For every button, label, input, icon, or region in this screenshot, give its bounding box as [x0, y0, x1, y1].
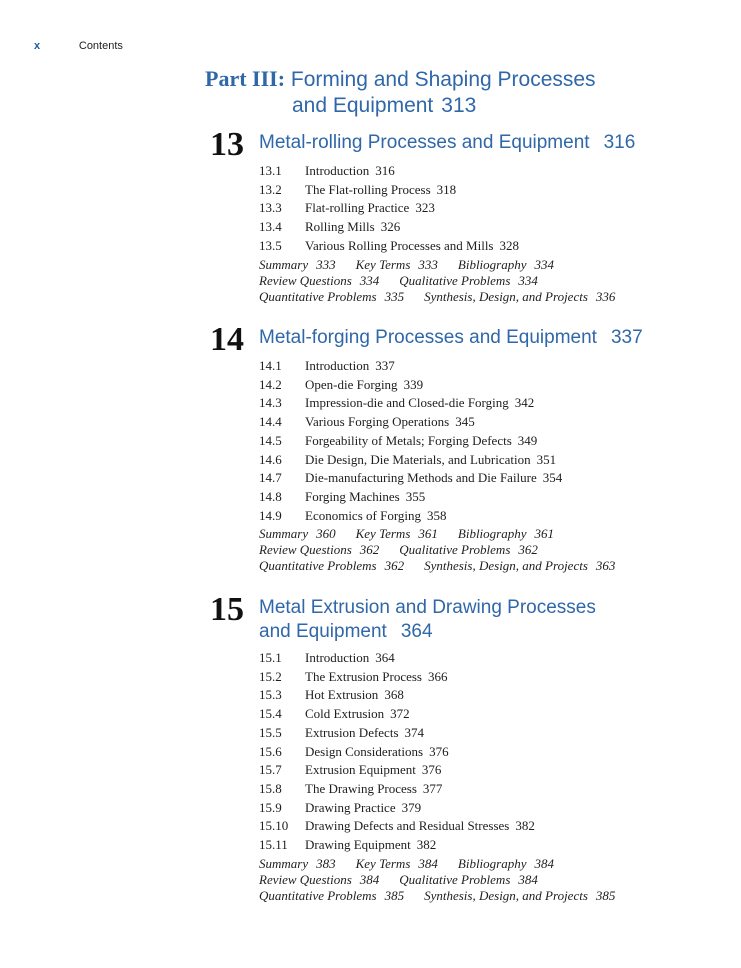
part-title-line2: and Equipment: [292, 94, 434, 117]
section-title: Forgeability of Metals; Forging Defects: [305, 432, 512, 448]
section-title: Introduction: [305, 358, 370, 373]
end-matter-line: [259, 888, 635, 904]
end-matter-item[interactable]: [259, 558, 404, 573]
end-matter-label: Key Terms: [355, 526, 411, 542]
section-title: Hot Extrusion: [305, 687, 379, 703]
section-page: 354: [542, 470, 563, 486]
end-matter-label: Synthesis, Design, and Projects: [424, 288, 588, 304]
end-matter-label: Summary: [259, 256, 309, 272]
end-matter-line: [259, 289, 635, 305]
section-number: 15.4: [259, 706, 282, 722]
part-label: Part III:: [205, 66, 286, 91]
end-matter-page: 384: [518, 871, 538, 887]
section-number: 14.3: [259, 395, 282, 411]
chapter-page: 364: [400, 621, 433, 642]
section-title: Design Considerations: [305, 743, 424, 759]
end-matter-page: 362: [359, 542, 380, 558]
chapter-number: 14: [210, 321, 244, 358]
section-title: Flat-rolling Practice: [305, 200, 410, 216]
chapter-page: 316: [603, 132, 636, 153]
chapter-end-matter: [259, 856, 635, 904]
end-matter-line: [259, 526, 635, 542]
section-page: 377: [422, 780, 443, 796]
section-page: 316: [375, 163, 395, 178]
section-entry[interactable]: [259, 218, 519, 237]
end-matter-item[interactable]: [424, 888, 615, 903]
section-list: [259, 649, 535, 855]
section-number: 15.1: [259, 650, 282, 665]
section-number: 14.6: [259, 451, 282, 467]
end-matter-item[interactable]: [424, 289, 615, 304]
end-matter-item[interactable]: [259, 872, 379, 887]
section-number: 14.9: [259, 507, 282, 523]
section-number: 14.2: [259, 376, 282, 392]
section-entry[interactable]: [259, 761, 535, 780]
end-matter-item[interactable]: [259, 888, 404, 903]
chapter-title-line1: Metal Extrusion and Drawing Processes: [259, 597, 596, 618]
section-title: Drawing Defects and Residual Stresses: [305, 818, 510, 834]
end-matter-item[interactable]: [259, 542, 379, 557]
section-page: 328: [499, 237, 519, 253]
section-page: 355: [405, 488, 426, 504]
end-matter-page: 361: [418, 526, 438, 542]
section-title: Various Forging Operations: [305, 414, 450, 430]
section-title: Drawing Practice: [305, 799, 396, 815]
section-page: 358: [427, 507, 447, 523]
section-entry[interactable]: [259, 162, 519, 181]
end-matter-page: 334: [534, 256, 554, 272]
end-matter-item[interactable]: [259, 526, 336, 541]
part-title: [205, 66, 596, 119]
chapter-title: [259, 596, 596, 644]
end-matter-item[interactable]: [356, 257, 438, 272]
end-matter-page: 335: [384, 288, 405, 304]
section-list: [259, 162, 519, 256]
end-matter-page: 360: [316, 526, 336, 542]
section-title: Forging Machines: [305, 488, 400, 504]
chapter-title-line1: Metal-forging Processes and Equipment: [259, 327, 597, 348]
end-matter-label: Key Terms: [355, 256, 411, 272]
end-matter-label: Review Questions: [259, 272, 352, 288]
end-matter-page: 333: [316, 256, 336, 272]
end-matter-label: Qualitative Problems: [399, 542, 511, 558]
section-page: 372: [390, 706, 410, 722]
end-matter-page: 362: [518, 542, 538, 558]
section-title: Die-manufacturing Methods and Die Failure: [305, 470, 537, 486]
end-matter-label: Quantitative Problems: [259, 887, 377, 903]
section-number: 15.8: [259, 780, 282, 796]
chapter-number: 13: [210, 126, 244, 163]
section-list: [259, 357, 562, 525]
section-page: 323: [415, 200, 435, 216]
end-matter-item[interactable]: [259, 856, 336, 871]
section-entry[interactable]: [259, 743, 535, 762]
section-entry[interactable]: [259, 488, 562, 507]
section-page: 382: [515, 818, 535, 834]
end-matter-page: 336: [595, 288, 616, 304]
section-entry[interactable]: [259, 432, 562, 451]
section-title: Economics of Forging: [305, 507, 422, 523]
section-page: 376: [421, 762, 442, 778]
end-matter-page: 333: [418, 256, 438, 272]
end-matter-label: Key Terms: [355, 855, 411, 871]
part-page: 313: [441, 94, 477, 117]
end-matter-item[interactable]: [356, 526, 438, 541]
end-matter-page: 361: [534, 526, 554, 542]
end-matter-label: Bibliography: [457, 526, 527, 542]
end-matter-item[interactable]: [399, 872, 538, 887]
section-title: The Flat-rolling Process: [305, 181, 431, 197]
section-page: 379: [401, 799, 422, 815]
end-matter-item[interactable]: [399, 542, 538, 557]
end-matter-item[interactable]: [399, 273, 538, 288]
end-matter-line: [259, 872, 635, 888]
chapter-title: [259, 326, 643, 350]
section-entry[interactable]: [259, 836, 535, 855]
section-title: Open-die Forging: [305, 376, 398, 392]
end-matter-page: 334: [359, 272, 380, 288]
section-page: 368: [384, 687, 404, 703]
section-page: 351: [536, 451, 557, 467]
end-matter-label: Quantitative Problems: [259, 558, 377, 574]
section-entry[interactable]: [259, 357, 562, 376]
section-title: The Extrusion Process: [305, 668, 422, 684]
end-matter-label: Bibliography: [457, 256, 527, 272]
section-number: 14.5: [259, 432, 282, 448]
end-matter-item[interactable]: [259, 289, 404, 304]
end-matter-label: Quantitative Problems: [259, 288, 377, 304]
section-number: 15.6: [259, 743, 282, 759]
section-title: Cold Extrusion: [305, 706, 385, 722]
end-matter-item[interactable]: [424, 558, 615, 573]
end-matter-page: 384: [359, 871, 380, 887]
section-title: Rolling Mills: [305, 219, 375, 235]
end-matter-line: [259, 257, 635, 273]
end-matter-page: 384: [534, 855, 554, 871]
section-page: 345: [455, 414, 475, 430]
section-page: 374: [404, 724, 425, 740]
running-head: Contents: [78, 40, 123, 52]
section-title: Die Design, Die Materials, and Lubrication: [305, 451, 531, 467]
end-matter-label: Summary: [259, 855, 309, 871]
section-number: 14.4: [259, 414, 282, 430]
section-number: 15.9: [259, 799, 282, 815]
end-matter-item[interactable]: [356, 856, 438, 871]
section-title: Extrusion Equipment: [305, 762, 416, 778]
section-title: Introduction: [305, 650, 370, 665]
end-matter-line: [259, 558, 635, 574]
section-number: 14.8: [259, 488, 282, 504]
section-page: 318: [436, 181, 457, 197]
chapter-title: [259, 131, 635, 155]
section-entry[interactable]: [259, 181, 519, 200]
end-matter-item[interactable]: [458, 526, 554, 541]
page-number: x: [34, 40, 41, 52]
section-entry[interactable]: [259, 799, 535, 818]
section-page: 337: [375, 358, 395, 373]
section-number: 15.10: [259, 818, 289, 834]
chapter-end-matter: [259, 526, 635, 574]
end-matter-page: 385: [384, 887, 405, 903]
section-title: Extrusion Defects: [305, 724, 399, 740]
chapter-title-line2: and Equipment: [259, 621, 387, 642]
end-matter-page: 362: [384, 558, 405, 574]
section-number: 14.1: [259, 358, 282, 373]
end-matter-label: Review Questions: [259, 871, 352, 887]
end-matter-item[interactable]: [458, 856, 554, 871]
end-matter-label: Qualitative Problems: [399, 272, 511, 288]
chapter-number: 15: [210, 591, 244, 628]
end-matter-label: Summary: [259, 526, 309, 542]
section-entry[interactable]: [259, 413, 562, 432]
section-title: Various Rolling Processes and Mills: [305, 237, 494, 253]
section-title: The Drawing Process: [305, 780, 417, 796]
section-entry[interactable]: [259, 724, 535, 743]
end-matter-label: Synthesis, Design, and Projects: [424, 887, 588, 903]
end-matter-page: 385: [595, 887, 616, 903]
section-entry[interactable]: [259, 376, 562, 395]
section-number: 15.3: [259, 687, 282, 703]
end-matter-page: 363: [595, 558, 616, 574]
end-matter-page: 334: [518, 272, 538, 288]
section-entry[interactable]: [259, 780, 535, 799]
end-matter-line: [259, 856, 635, 872]
chapter-title-line1: Metal-rolling Processes and Equipment: [259, 132, 590, 153]
end-matter-item[interactable]: [259, 273, 379, 288]
section-entry[interactable]: [259, 686, 535, 705]
end-matter-item[interactable]: [458, 257, 554, 272]
page-header: [34, 40, 123, 52]
section-entry[interactable]: [259, 199, 519, 218]
section-entry[interactable]: [259, 469, 562, 488]
section-entry[interactable]: [259, 668, 535, 687]
section-page: 376: [429, 743, 449, 759]
end-matter-label: Bibliography: [457, 855, 527, 871]
end-matter-line: [259, 273, 635, 289]
section-title: Drawing Equipment: [305, 837, 411, 853]
section-number: 15.5: [259, 724, 282, 740]
section-page: 366: [427, 668, 448, 684]
section-number: 13.1: [259, 163, 282, 178]
section-page: 364: [375, 650, 395, 665]
section-page: 382: [416, 837, 437, 853]
chapter-end-matter: [259, 257, 635, 305]
section-page: 339: [403, 376, 424, 392]
part-title-line1: Forming and Shaping Processes: [290, 68, 596, 91]
end-matter-label: Qualitative Problems: [399, 871, 511, 887]
end-matter-line: [259, 542, 635, 558]
end-matter-page: 383: [316, 855, 336, 871]
section-entry[interactable]: [259, 705, 535, 724]
section-number: 15.2: [259, 668, 282, 684]
section-entry[interactable]: [259, 237, 519, 256]
chapter-page: 337: [610, 327, 643, 348]
section-entry[interactable]: [259, 451, 562, 470]
end-matter-item[interactable]: [259, 257, 336, 272]
section-entry[interactable]: [259, 817, 535, 836]
section-number: 13.2: [259, 181, 282, 197]
section-entry[interactable]: [259, 507, 562, 526]
section-title: Introduction: [305, 163, 370, 178]
section-entry[interactable]: [259, 649, 535, 668]
end-matter-label: Review Questions: [259, 542, 352, 558]
section-number: 15.11: [259, 837, 288, 853]
section-page: 342: [514, 395, 535, 411]
end-matter-label: Synthesis, Design, and Projects: [424, 558, 588, 574]
section-page: 326: [380, 219, 401, 235]
section-number: 13.5: [259, 237, 282, 253]
section-number: 14.7: [259, 470, 282, 486]
section-page: 349: [517, 432, 538, 448]
end-matter-page: 384: [418, 855, 438, 871]
section-title: Impression-die and Closed-die Forging: [305, 395, 509, 411]
section-number: 15.7: [259, 762, 282, 778]
section-number: 13.3: [259, 200, 282, 216]
section-number: 13.4: [259, 219, 282, 235]
section-entry[interactable]: [259, 394, 562, 413]
